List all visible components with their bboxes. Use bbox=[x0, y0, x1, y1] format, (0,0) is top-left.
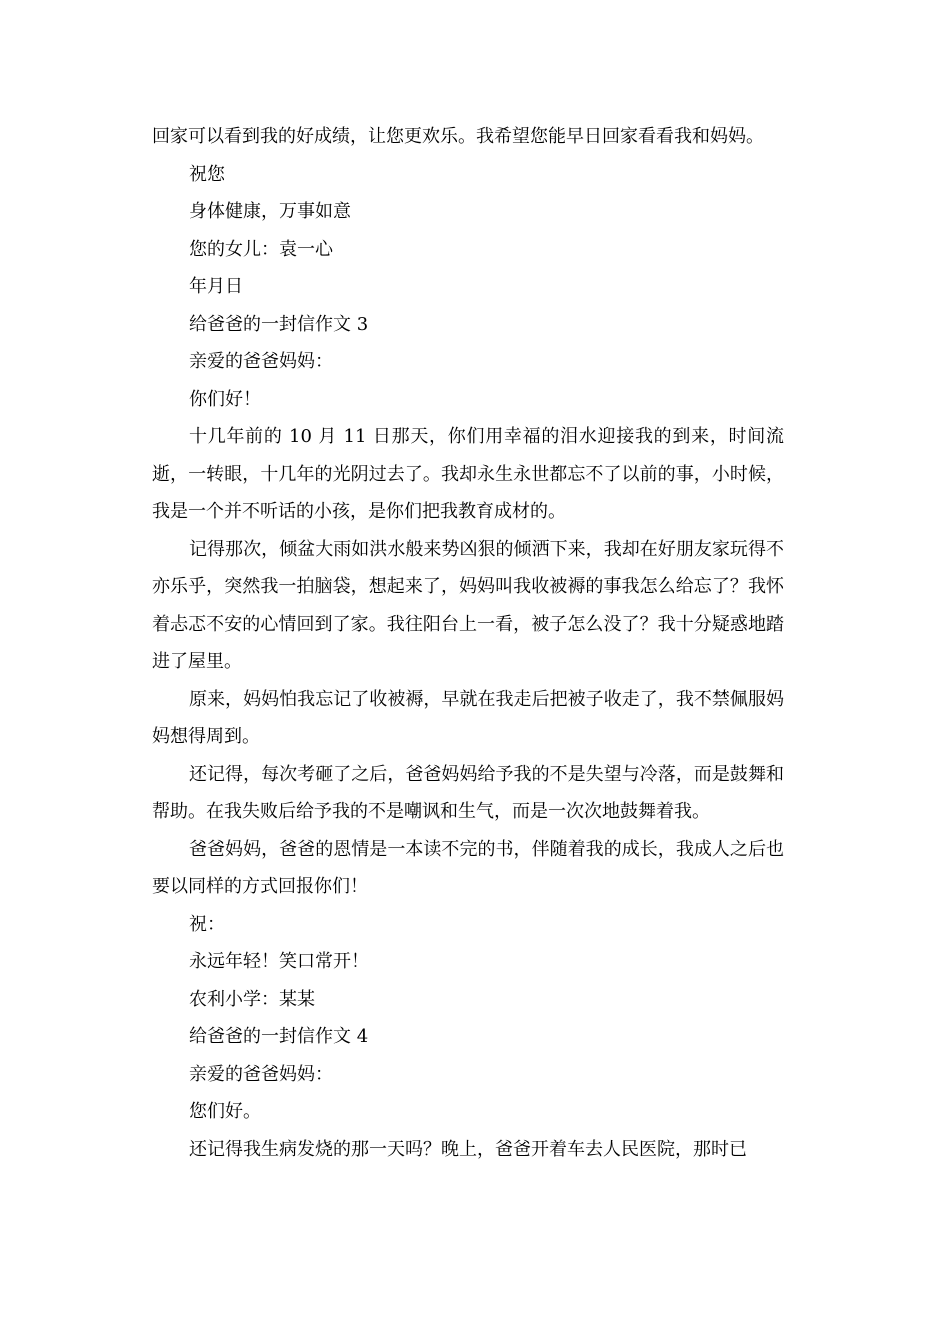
greeting: 您们好。 bbox=[189, 1101, 261, 1122]
section-heading: 给爸爸的一封信作文 3 bbox=[189, 313, 369, 335]
document-body bbox=[152, 118, 784, 1168]
body-paragraph: 十几年前的 10 月 11 日那天，你们用幸福的泪水迎接我的到来，时间流逝，一转眼，十几年的光阴过去了。我却永生永世都忘不了以前的事，小时候，我是一个并不听话的小孩，是你们把我教育成材的。 bbox=[152, 426, 784, 522]
signature-line: 您的女儿：袁一心 bbox=[189, 238, 333, 260]
date-line: 年月日 bbox=[189, 276, 243, 297]
salutation: 亲爱的爸爸妈妈： bbox=[189, 351, 333, 372]
closing-blessing: 身体健康，万事如意 bbox=[189, 201, 351, 222]
closing-blessing: 永远年轻！笑口常开！ bbox=[189, 951, 369, 972]
greeting: 你们好！ bbox=[189, 388, 261, 410]
closing-wish: 祝您 bbox=[189, 163, 225, 185]
paragraph-continuation: 回家可以看到我的好成绩，让您更欢乐。我希望您能早日回家看看我和妈妈。 bbox=[152, 126, 764, 147]
closing-wish: 祝： bbox=[189, 913, 225, 935]
body-paragraph: 记得那次，倾盆大雨如洪水般来势凶狠的倾洒下来，我却在好朋友家玩得不亦乐乎，突然我一拍脑袋，想起来了，妈妈叫我收被褥的事我怎么给忘了？我怀着忐忑不安的心情回到了家。我往阳台上一看，被子怎么没了？我十分疑惑地踏进了屋里。 bbox=[152, 538, 784, 672]
body-paragraph: 还记得我生病发烧的那一天吗？晚上，爸爸开着车去人民医院，那时已 bbox=[189, 1138, 747, 1160]
salutation: 亲爱的爸爸妈妈： bbox=[189, 1063, 333, 1085]
body-paragraph: 还记得，每次考砸了之后，爸爸妈妈给予我的不是失望与冷落，而是鼓舞和帮助。在我失败后给予我的不是嘲讽和生气，而是一次次地鼓舞着我。 bbox=[152, 763, 784, 822]
body-paragraph: 原来，妈妈怕我忘记了收被褥，早就在我走后把被子收走了，我不禁佩服妈妈想得周到。 bbox=[152, 688, 784, 747]
body-paragraph: 爸爸妈妈，爸爸的恩情是一本读不完的书，伴随着我的成长，我成人之后也要以同样的方式回报你们！ bbox=[152, 838, 784, 897]
section-heading: 给爸爸的一封信作文 4 bbox=[189, 1026, 369, 1047]
signature-line: 农利小学：某某 bbox=[189, 988, 315, 1010]
